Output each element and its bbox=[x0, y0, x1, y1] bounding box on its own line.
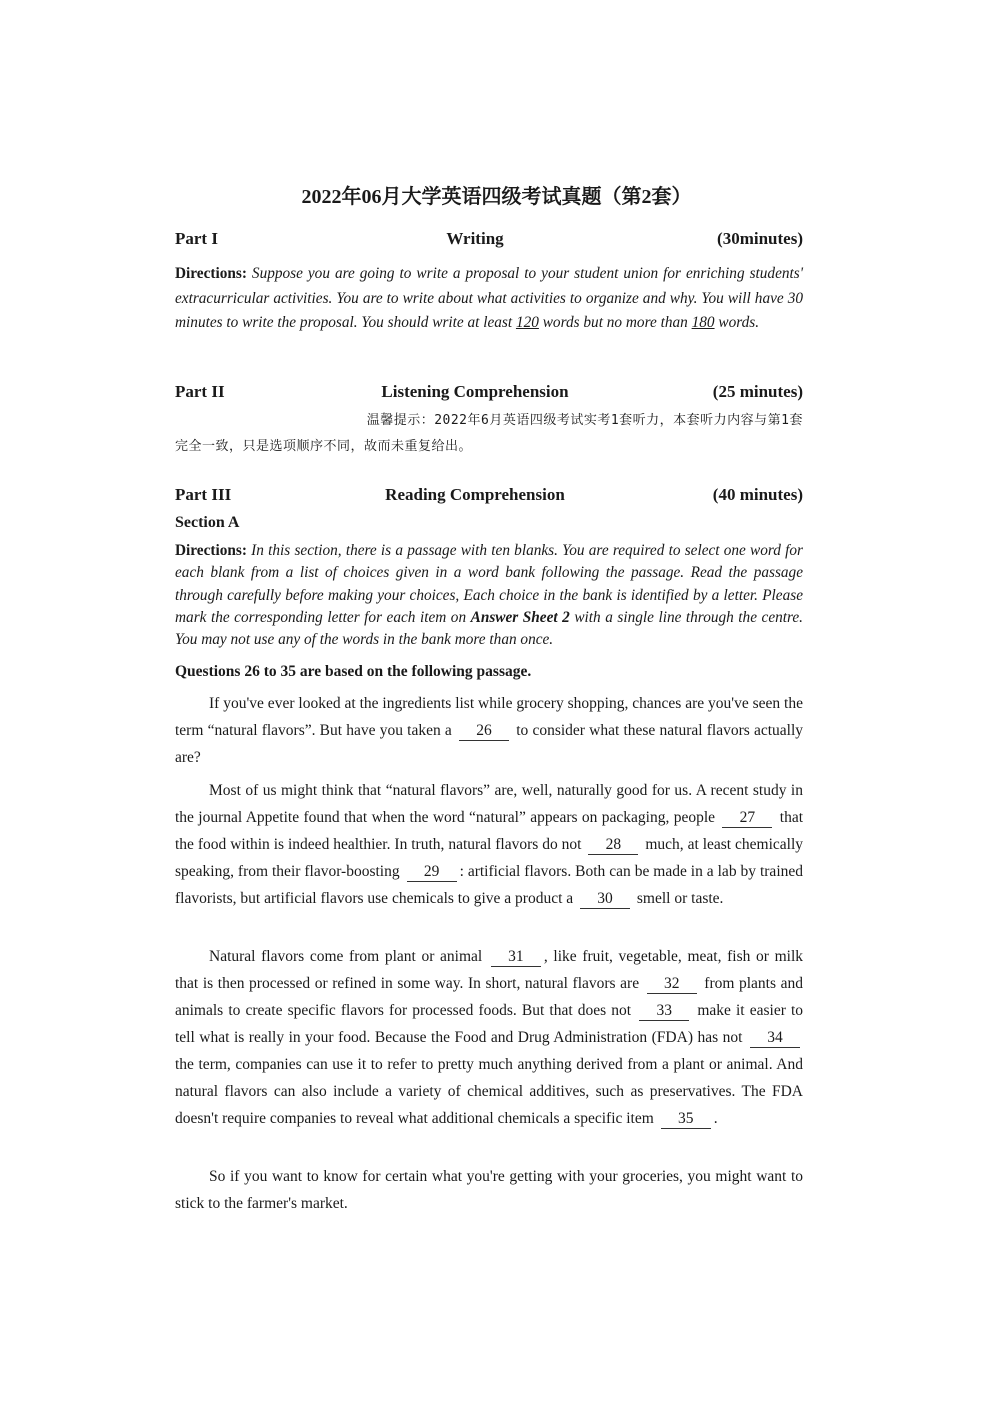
questions-heading: Questions 26 to 35 are based on the following passage. bbox=[175, 663, 532, 680]
blank-33: 33 bbox=[639, 1002, 689, 1021]
blank-29: 29 bbox=[407, 863, 457, 882]
directions-text: with a single line through the centre. You may not use any of the words in the bank more than once. bbox=[175, 608, 803, 649]
writing-directions bbox=[175, 262, 803, 336]
directions-label: Directions: bbox=[175, 542, 247, 559]
blank-30: 30 bbox=[580, 890, 630, 909]
part-label: Part II bbox=[175, 382, 225, 401]
directions-label: Directions: bbox=[175, 265, 247, 282]
part-header-reading bbox=[175, 485, 803, 509]
passage-text: Natural flavors come from plant or animal bbox=[209, 948, 483, 965]
passage-text: to consider what these natural flavors actually are? bbox=[175, 722, 804, 766]
passage-text: make it easier to tell what is really in your food. Because the Food and Drug Administration (FDA) has not bbox=[175, 1002, 804, 1046]
part-name: Reading Comprehension bbox=[385, 485, 565, 504]
passage-text: . bbox=[713, 1110, 718, 1127]
passage-paragraph-4: So if you want to know for certain what you're getting with your groceries, you might want to stick to the farmer's market. bbox=[175, 1168, 803, 1212]
part-header-listening bbox=[175, 382, 803, 406]
answer-sheet: Answer Sheet 2 bbox=[470, 608, 570, 626]
reading-directions bbox=[175, 540, 803, 651]
part-label: Part I bbox=[175, 229, 218, 248]
directions-text: Suppose you are going to write a proposal to your student union for enriching students' extracurricular activities. You are to write about what activities to organize and why. You will have 30 minutes to write the proposal. You should write at least bbox=[175, 265, 803, 331]
directions-text: words. bbox=[718, 314, 760, 331]
passage-text: much, at least chemically speaking, from their flavor-boosting bbox=[175, 836, 804, 880]
directions-text: In this section, there is a passage with ten blanks. You are required to select one word for each blank from a list of choices given in a word bank following the passage. Read the passage through carefully before making your choices, Each choice in the bank is identified by a letter. Please mark the corresponding letter for each item on bbox=[175, 542, 804, 626]
page-title: 2022年06月大学英语四级考试真题（第2套） bbox=[301, 186, 692, 208]
passage-paragraph-3 bbox=[175, 943, 803, 1132]
passage-text: Most of us might think that “natural flavors” are, well, naturally good for us. A recent study in the journal Appetite found that when the word “natural” appears on packaging, people bbox=[175, 782, 803, 826]
part-time: (30minutes) bbox=[717, 229, 803, 248]
blank-28: 28 bbox=[588, 836, 638, 855]
tip-line-2: 完全一致，只是选项顺序不同，故而未重复给出。 bbox=[175, 439, 473, 454]
passage-text: smell or taste. bbox=[636, 890, 724, 907]
blank-26: 26 bbox=[459, 722, 509, 741]
section-heading: Section A bbox=[175, 514, 240, 531]
passage-text: , like fruit, vegetable, meat, fish or milk that is then processed or refined in some way. In short, natural flavors are bbox=[175, 948, 803, 992]
passage-paragraph-1 bbox=[175, 690, 803, 771]
passage-text: the term, companies can use it to refer to pretty much anything derived from a plant or animal. And natural flavors can also include a variety of chemical additives, such as preservatives. The FDA doesn't require companies to reveal what additional chemicals a specific item bbox=[175, 1056, 803, 1127]
blank-31: 31 bbox=[491, 948, 541, 967]
passage-text: from plants and animals to create specific flavors for processed foods. But that does not bbox=[175, 975, 803, 1019]
part-name: Listening Comprehension bbox=[381, 382, 569, 401]
passage-paragraph-2 bbox=[175, 777, 803, 912]
max-words: 180 bbox=[691, 314, 715, 331]
blank-27: 27 bbox=[722, 809, 772, 828]
tip-line-1: 温馨提示：2022年6月英语四级考试实考1套听力，本套听力内容与第1套 bbox=[366, 413, 803, 428]
passage-text: : artificial flavors. Both can be made in a lab by trained flavorists, but artificial flavors use chemicals to give a product a bbox=[175, 863, 804, 907]
directions-text: words but no more than bbox=[542, 314, 688, 331]
part-header-writing bbox=[175, 229, 803, 253]
part-name: Writing bbox=[446, 229, 504, 248]
blank-32: 32 bbox=[647, 975, 697, 994]
listening-tip bbox=[175, 408, 803, 460]
blank-34: 34 bbox=[750, 1029, 800, 1048]
min-words: 120 bbox=[515, 314, 539, 331]
part-label: Part III bbox=[175, 485, 232, 504]
blank-35: 35 bbox=[661, 1110, 711, 1129]
passage-text: If you've ever looked at the ingredients list while grocery shopping, chances are you've seen the term “natural flavors”. But have you taken a bbox=[175, 695, 803, 739]
part-time: (25 minutes) bbox=[712, 382, 803, 401]
part-time: (40 minutes) bbox=[712, 485, 803, 504]
passage-text: that the food within is indeed healthier. In truth, natural flavors do not bbox=[175, 809, 804, 853]
